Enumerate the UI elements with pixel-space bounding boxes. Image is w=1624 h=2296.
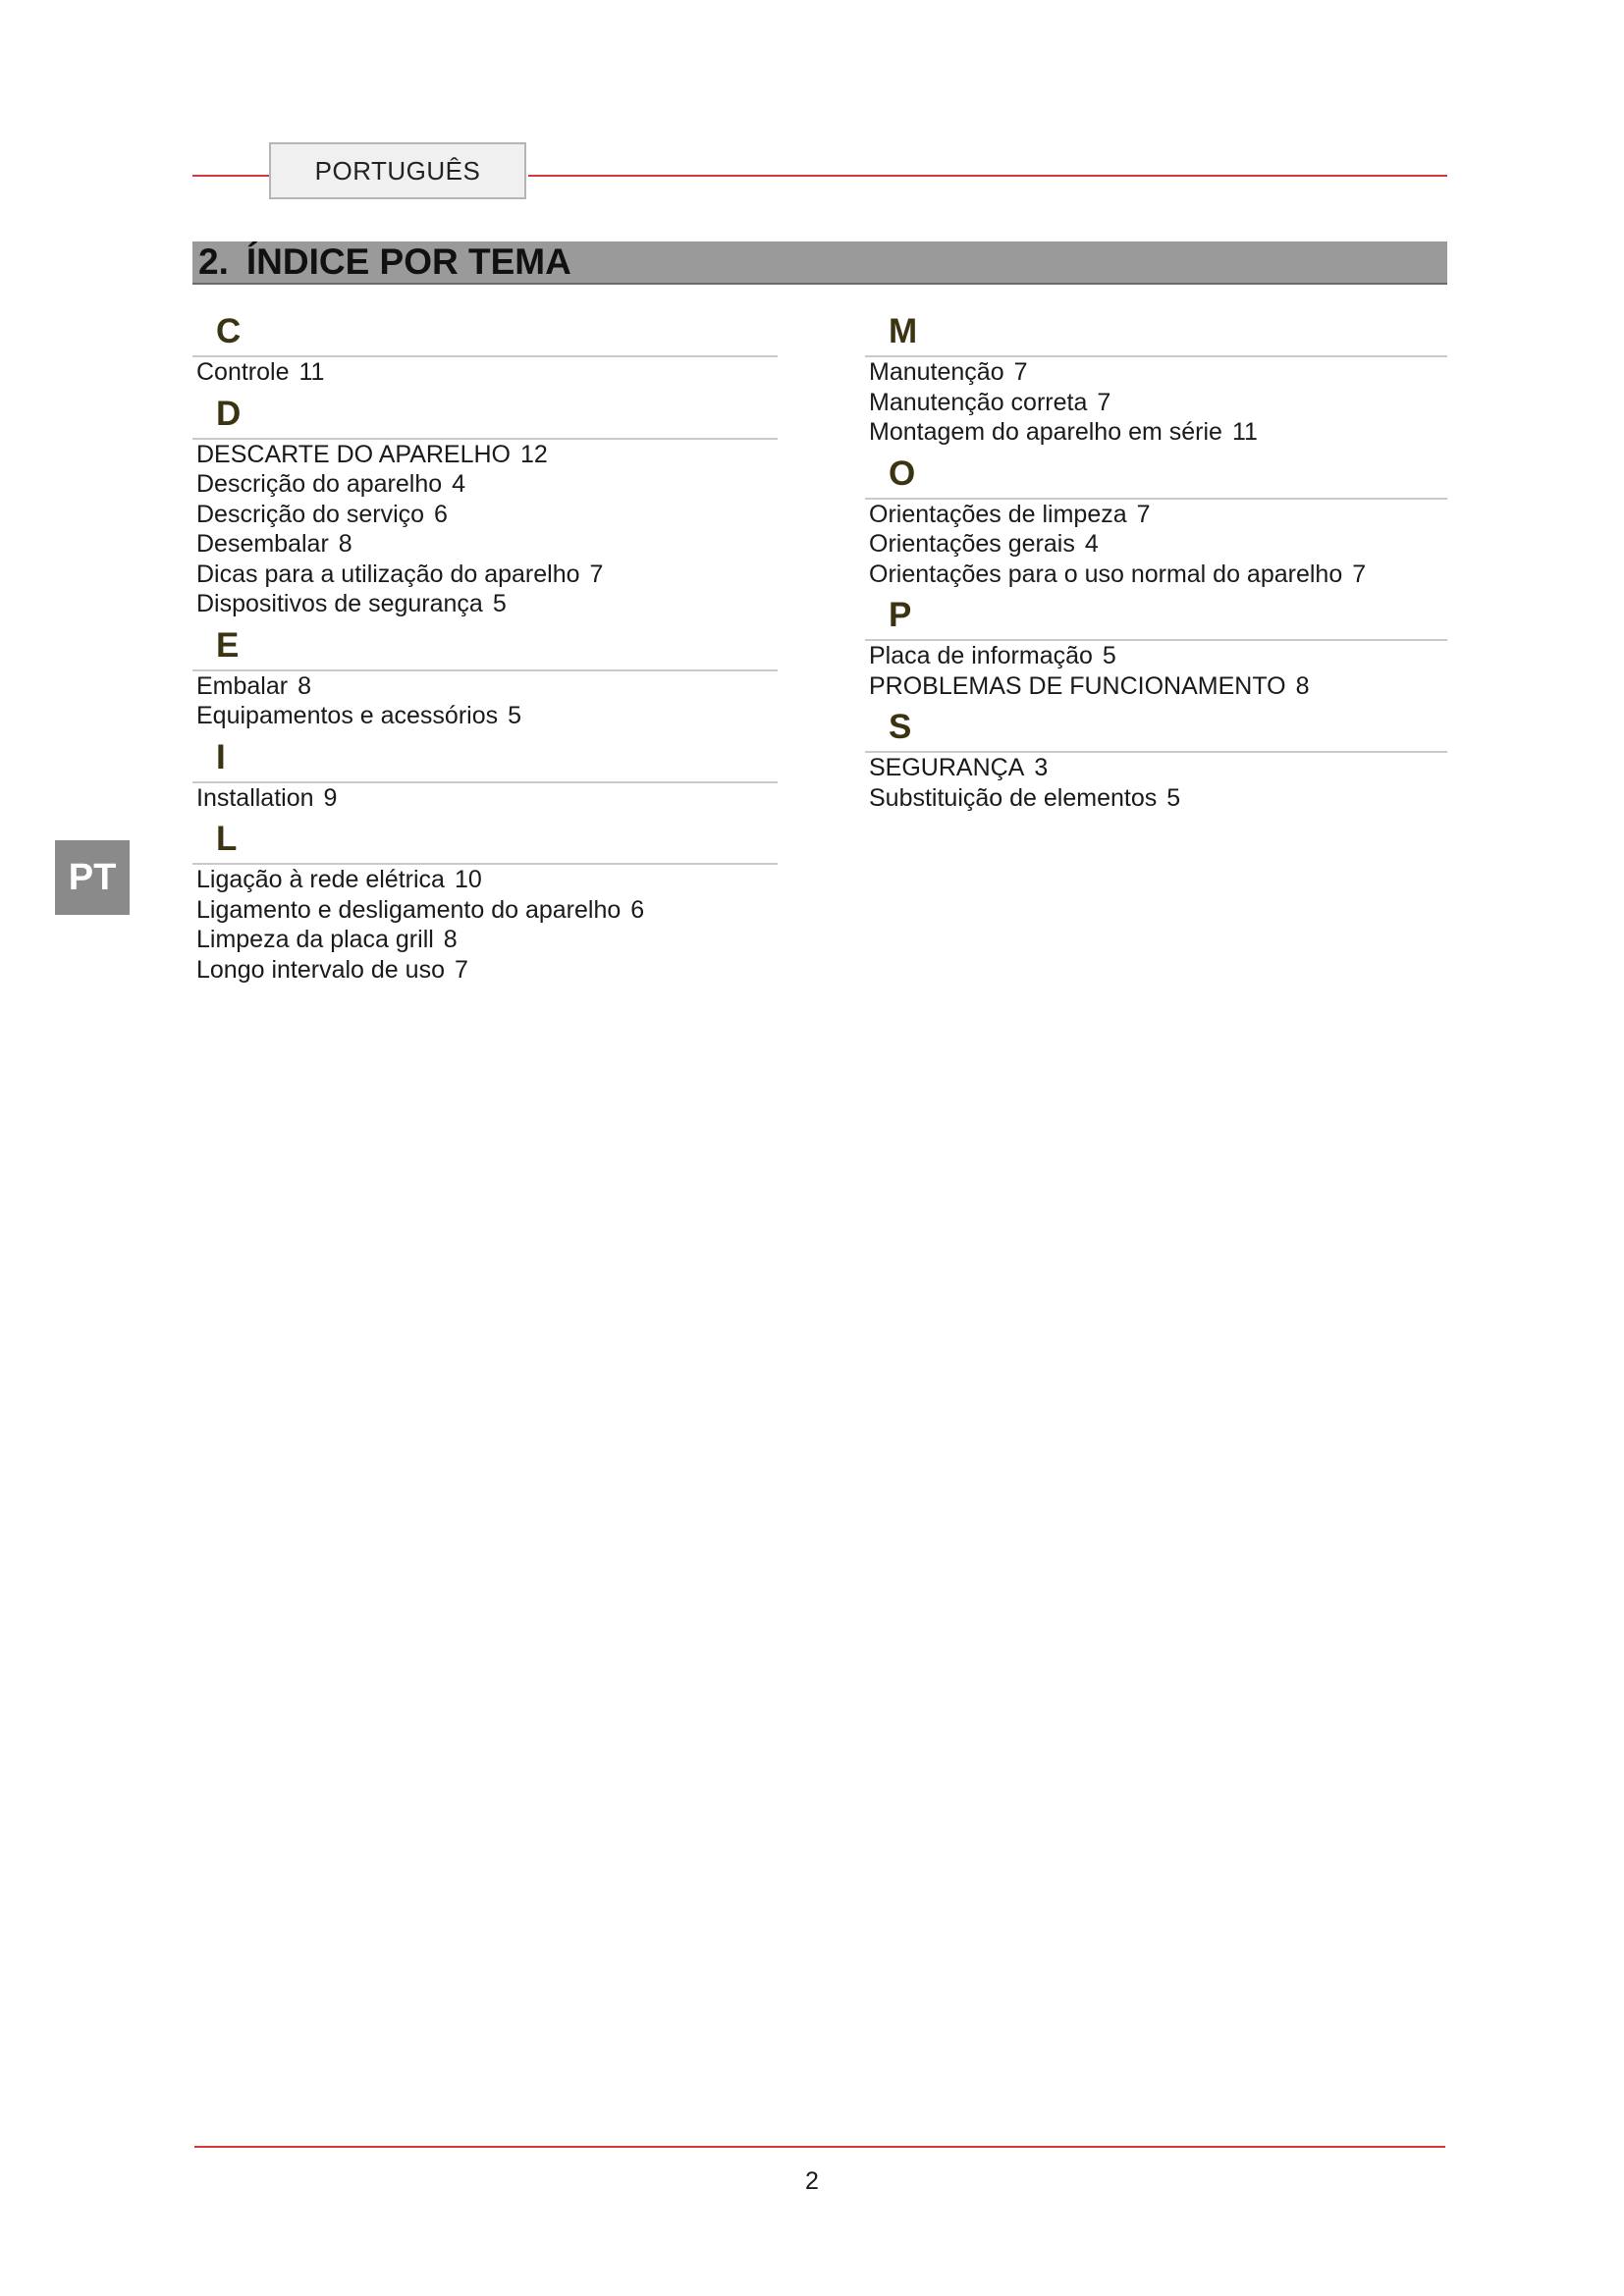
index-entry-text: Descrição do serviço bbox=[196, 500, 425, 528]
index-entry-text: Ligação à rede elétrica bbox=[196, 866, 445, 893]
section-title-bar bbox=[192, 241, 1447, 285]
index-entry-text: Orientações de limpeza bbox=[869, 500, 1127, 528]
index-entry-list bbox=[192, 671, 778, 731]
index-entry bbox=[865, 560, 1447, 590]
index-entry-text: Installation bbox=[196, 783, 314, 812]
header-rule-left bbox=[192, 175, 269, 177]
index-column-right bbox=[865, 312, 1447, 820]
index-entry-page: 4 bbox=[1084, 530, 1099, 558]
index-entry bbox=[192, 955, 778, 986]
index-section bbox=[865, 454, 1447, 590]
section-title: ÍNDICE POR TEMA bbox=[245, 241, 571, 282]
index-entry-page: 7 bbox=[1352, 560, 1367, 588]
index-entry-page: 5 bbox=[1166, 783, 1181, 812]
index-entry-text: Descrição do aparelho bbox=[196, 470, 443, 498]
index-entry-page: 11 bbox=[298, 358, 325, 386]
index-entry-text: Substituição de elementos bbox=[869, 783, 1158, 812]
index-entry bbox=[192, 589, 778, 619]
index-entry-list bbox=[192, 440, 778, 619]
index-entry-list bbox=[865, 753, 1447, 813]
index-entry-list bbox=[865, 641, 1447, 701]
index-letter-heading: O bbox=[865, 454, 1447, 500]
index-entry-text: Manutenção bbox=[869, 358, 1004, 386]
index-entry-page: 5 bbox=[492, 590, 507, 617]
index-entry bbox=[865, 529, 1447, 560]
footer-rule bbox=[194, 2146, 1445, 2148]
index-entry-text: Dispositivos de segurança bbox=[196, 590, 483, 617]
index-letter-heading: S bbox=[865, 708, 1447, 753]
section-number: 2. bbox=[198, 241, 229, 282]
index-entry-page: 4 bbox=[452, 470, 466, 498]
index-entry bbox=[192, 357, 778, 388]
index-entry-list bbox=[865, 500, 1447, 590]
index-entry bbox=[865, 641, 1447, 671]
page-number: 2 bbox=[805, 2167, 819, 2195]
index-entry-list bbox=[192, 783, 778, 814]
index-entry-page: 9 bbox=[323, 783, 338, 812]
index-entry bbox=[865, 753, 1447, 783]
index-entry-page: 7 bbox=[1097, 388, 1111, 416]
index-entry bbox=[865, 500, 1447, 530]
index-entry bbox=[192, 701, 778, 731]
index-entry-page: 3 bbox=[1034, 754, 1049, 781]
index-entry bbox=[192, 529, 778, 560]
index-section bbox=[865, 708, 1447, 813]
index-section bbox=[192, 395, 778, 619]
index-entry-page: 8 bbox=[338, 530, 352, 558]
index-entry-page: 5 bbox=[508, 702, 522, 729]
index-entry bbox=[192, 925, 778, 955]
index-entry-text: Controle bbox=[196, 358, 290, 386]
index-entry-page: 12 bbox=[520, 440, 548, 468]
index-entry bbox=[192, 469, 778, 500]
index-entry bbox=[192, 865, 778, 895]
index-entry bbox=[865, 417, 1447, 448]
index-entry-page: 6 bbox=[434, 500, 448, 528]
index-entry bbox=[192, 440, 778, 470]
index-section bbox=[192, 738, 778, 814]
index-entry-page: 7 bbox=[454, 955, 468, 984]
index-entry bbox=[192, 671, 778, 702]
index-column-left bbox=[192, 312, 778, 991]
index-section bbox=[865, 312, 1447, 448]
index-entry bbox=[192, 500, 778, 530]
index-section bbox=[192, 820, 778, 985]
index-entry-text: Dicas para a utilização do aparelho bbox=[196, 560, 580, 588]
index-entry-text: Embalar bbox=[196, 671, 289, 700]
index-entry bbox=[865, 388, 1447, 418]
index-entry-text: Ligamento e desligamento do aparelho bbox=[196, 895, 622, 924]
index-letter-heading: L bbox=[192, 820, 778, 865]
index-letter-heading: P bbox=[865, 596, 1447, 641]
index-letter-heading: C bbox=[192, 312, 778, 357]
index-entry bbox=[192, 895, 778, 926]
index-entry-page: 7 bbox=[1136, 500, 1151, 528]
index-entry-text: Montagem do aparelho em série bbox=[869, 418, 1222, 446]
index-letter-heading: M bbox=[865, 312, 1447, 357]
index-entry-text: Placa de informação bbox=[869, 642, 1093, 669]
index-entry-page: 7 bbox=[589, 560, 604, 588]
index-entry-text: Manutenção correta bbox=[869, 388, 1088, 416]
index-entry bbox=[865, 357, 1447, 388]
index-entry-text: Orientações gerais bbox=[869, 530, 1075, 558]
index-entry-page: 5 bbox=[1102, 642, 1116, 669]
index-entry-text: SEGURANÇA bbox=[869, 754, 1025, 781]
index-entry bbox=[192, 783, 778, 814]
index-entry-list bbox=[192, 865, 778, 985]
index-letter-heading: D bbox=[192, 395, 778, 440]
index-entry-text: DESCARTE DO APARELHO bbox=[196, 440, 511, 468]
index-section bbox=[865, 596, 1447, 701]
index-entry-text: Orientações para o uso normal do aparelho bbox=[869, 560, 1343, 588]
index-entry bbox=[865, 783, 1447, 814]
index-letter-heading: E bbox=[192, 626, 778, 671]
index-entry-page: 6 bbox=[630, 895, 645, 924]
index-entry-list bbox=[865, 357, 1447, 448]
index-entry-page: 10 bbox=[454, 866, 482, 893]
index-letter-heading: I bbox=[192, 738, 778, 783]
index-entry-text: PROBLEMAS DE FUNCIONAMENTO bbox=[869, 671, 1286, 700]
index-entry-text: Limpeza da placa grill bbox=[196, 926, 434, 953]
index-entry-page: 8 bbox=[443, 926, 458, 953]
index-entry-page: 8 bbox=[298, 671, 311, 700]
index-section bbox=[192, 312, 778, 388]
index-entry bbox=[192, 560, 778, 590]
header-rule-right bbox=[528, 175, 1447, 177]
index-entry-list bbox=[192, 357, 778, 388]
language-tab: PORTUGUÊS bbox=[269, 142, 526, 199]
index-entry-text: Desembalar bbox=[196, 530, 329, 558]
language-side-tab: PT bbox=[55, 840, 130, 915]
index-section bbox=[192, 626, 778, 731]
index-entry-text: Longo intervalo de uso bbox=[196, 955, 445, 984]
index-entry-page: 8 bbox=[1295, 671, 1310, 700]
index-entry-page: 7 bbox=[1013, 358, 1028, 386]
index-entry bbox=[865, 671, 1447, 702]
index-entry-page: 11 bbox=[1231, 418, 1258, 446]
index-entry-text: Equipamentos e acessórios bbox=[196, 702, 499, 729]
